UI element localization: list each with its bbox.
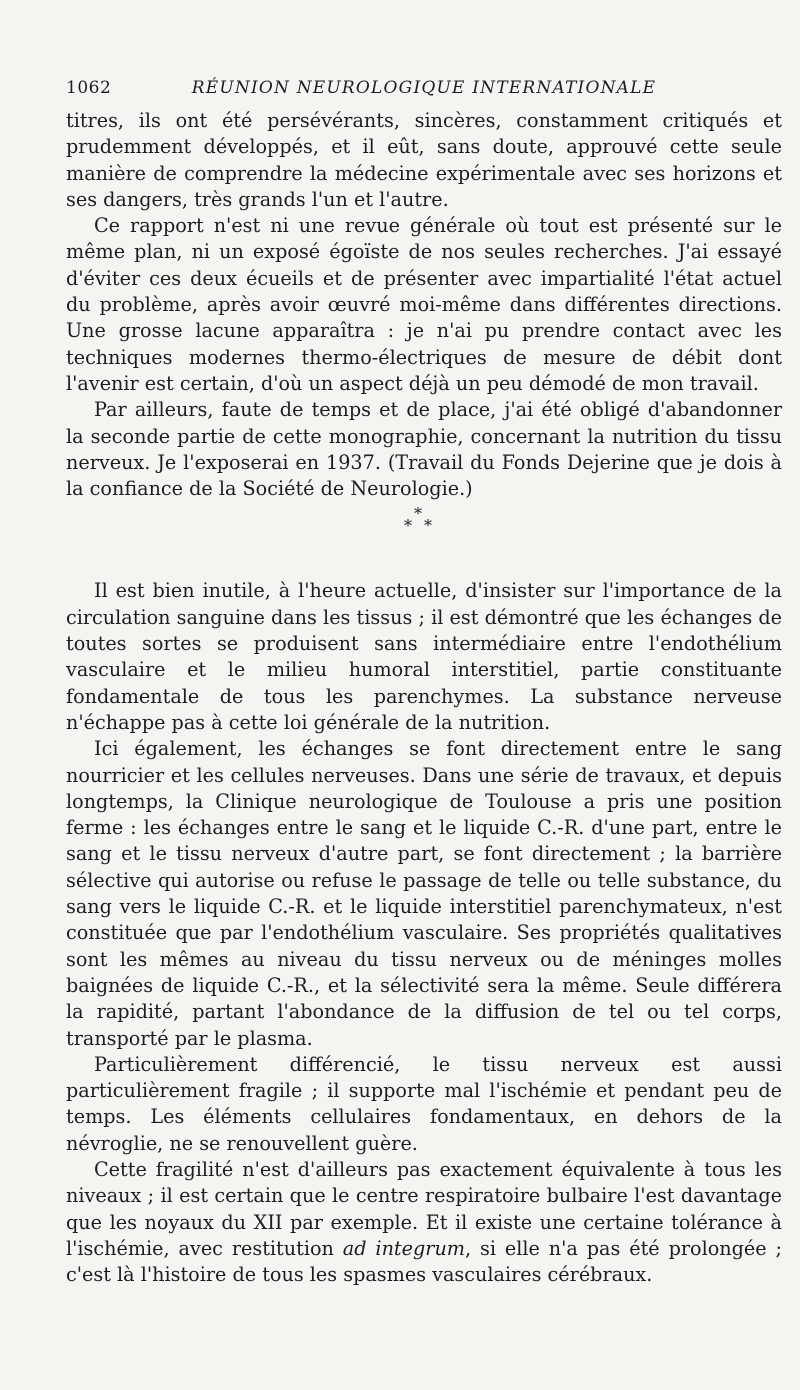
paragraph-continuation: titres, ils ont été persévérants, sincères, constamment critiqués et prudemment développés, et il eût, sans doute, approuvé cette seule manière de comprendre la médecine expérimentale avec ses horizons et ses dangers, très grands l'un et l'autre.: [66, 109, 782, 211]
paragraph-rapport: Ce rapport n'est ni une revue générale où tout est présenté sur le même plan, ni un exposé égoïste de nos seules recherches. J'ai essayé d'éviter ces deux écueils et de présenter avec impartialité l'état actuel du problème, après avoir œuvré moi-même dans différentes directions. Une grosse lacune apparaîtra : je n'ai pu prendre contact avec les techniques modernes thermo-électriques de mesure de débit dont l'avenir est certain, d'où un aspect déjà un peu démodé de mon travail.: [66, 214, 782, 395]
page-number: 1062: [66, 78, 112, 98]
paragraph-text: Cette fragilité n'est d'ailleurs pas exactement équivalente à tous les niveaux ; il est certain que le centre respiratoire bulbaire l'est davantage que les noyaux du XII par exemple. Et il existe une certaine tolérance à l'ischémie, avec restitution: [66, 1157, 782, 1260]
paragraph-echanges: Ici également, les échanges se font directement entre le sang nourricier et les cellules nerveuses. Dans une série de travaux, et depuis longtemps, la Clinique neurologique de Toulouse a pris une position ferme : les échanges entre le sang et le liquide C.-R. d'une part, entre le sang et le tissu nerveux d'autre part, se font directement ; la barrière sélective qui autorise ou refuse le passage de telle ou telle substance, du sang vers le liquide C.-R. et le liquide interstitiel parenchymateux, n'est constituée que par l'endothélium vasculaire. Ses propriétés qualitatives sont les mêmes au niveau du tissu nerveux ou de méninges molles baignées de liquide C.-R., et la sélectivité sera la même. Seule différera la rapidité, partant l'abondance de la diffusion de tel ou tel corps, transporté par le plasma.: [66, 737, 782, 1050]
section-separator: [66, 502, 782, 578]
asterism-star: *: [404, 516, 412, 536]
page-header: [66, 72, 782, 108]
book-page: [66, 72, 782, 1288]
paragraph-text: , si elle n'a pas été prolongée ; c'est là l'histoire de tous les spasmes vasculaires cérébraux.: [66, 1236, 782, 1287]
paragraph-fragilite-tissu: Particulièrement différencié, le tissu nerveux est aussi particulièrement fragile ; il supporte mal l'ischémie et pendant peu de temps. Les éléments cellulaires fondamentaux, en dehors de la névroglie, ne se renouvellent guère.: [66, 1052, 782, 1155]
paragraph-circulation: Il est bien inutile, à l'heure actuelle, d'insister sur l'importance de la circulation sanguine dans les tissus ; il est démontré que les échanges de toutes sortes se produisent sans intermédiaire entre l'endothélium vasculaire et le milieu humoral interstitiel, partie constituante fondamentale de tous les parenchymes. La substance nerveuse n'échappe pas à cette loi générale de la nutrition.: [66, 579, 782, 734]
asterism-star: *: [424, 516, 432, 536]
latin-phrase: ad integrum: [342, 1236, 465, 1260]
running-title: RÉUNION NEUROLOGIQUE INTERNATIONALE: [191, 78, 657, 98]
paragraph-ischemie: [66, 1157, 782, 1288]
asterism-star: *: [414, 504, 422, 524]
paragraph-par-ailleurs: Par ailleurs, faute de temps et de place, j'ai été obligé d'abandonner la seconde partie de cette monographie, concernant la nutrition du tissu nerveux. Je l'exposerai en 1937. (Travail du Fonds Dejerine que je dois à la confiance de la Société de Neurologie.): [66, 398, 782, 501]
